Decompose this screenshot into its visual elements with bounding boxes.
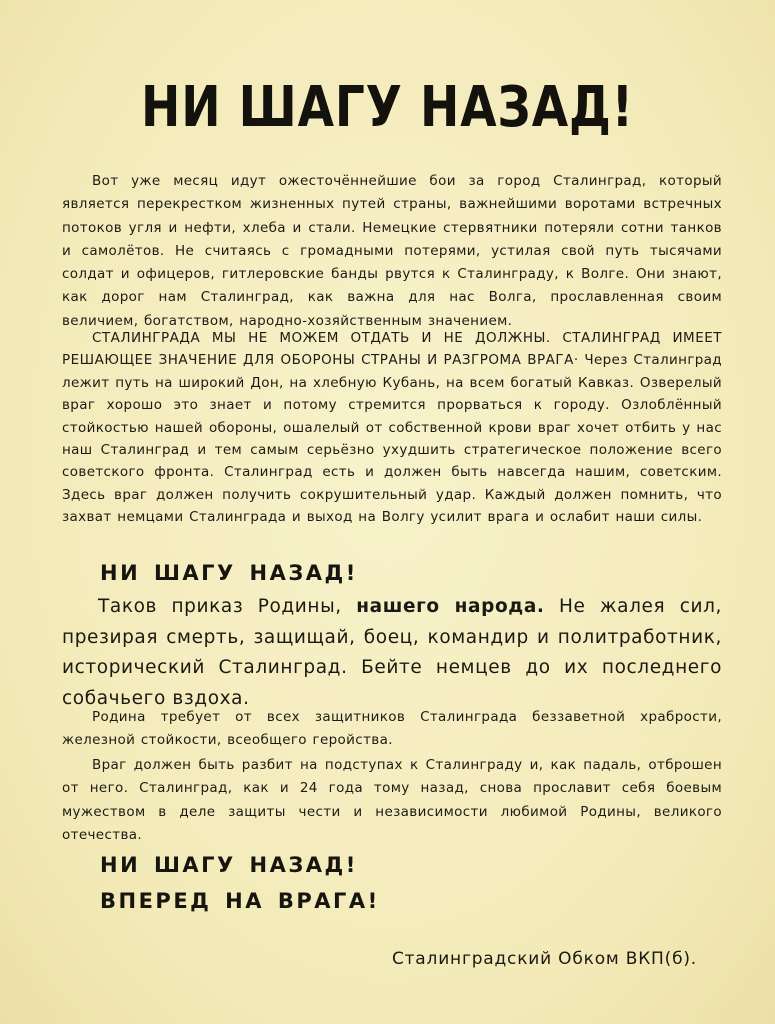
closing-slogan-1: НИ ШАГУ НАЗАД! [100, 853, 358, 877]
paragraph-2-caps: СТАЛИНГРАДА МЫ НЕ МОЖЕМ ОТДАТЬ И НЕ ДОЛЖНЫ. СТАЛИНГРАД ИМЕЕТ РЕШАЮЩЕЕ ЗНАЧЕНИЕ ДЛЯ ОБОРОНЫ СТРАНЫ И РАЗГРОМА ВРАГА· [62, 330, 722, 369]
page-title: НИ ШАГУ НАЗАД! [141, 75, 634, 140]
paragraph-2-text: Через Сталинград лежит путь на широкий Дон, на хлебную Кубань, на всем богатый Кавказ. Озверелый враг хорошо это знает и потому стремится прорваться к городу. Озлоблённый стойкостью нашей обороны, ошалелый от собственной крови враг хочет отбить у нас наш Сталинград и тем самым серьёзно ухудшить стратегическое положение всего советского фронта. Сталинград есть и должен быть навсегда нашим, советским. Здесь враг должен получить сокрушительный удар. Каждый должен помнить, что захват немцами Сталинграда и выход на Волгу усилит врага и ослабит наши силы. [62, 352, 722, 526]
paragraph-3-bold: нашего народа. [356, 596, 545, 617]
paragraph-1: Вот уже месяц идут ожесточённейшие бои за город Сталинград, который является перекрестком жизненных путей страны, важнейшими воротами встречных потоков угля и нефти, хлеба и стали. Немецкие стервятники потеряли сотни танков и самолётов. Не считаясь с громадными потерями, устилая свой путь тысячами солдат и офицеров, гитлеровские банды рвутся к Сталинграду, к Волге. Они знают, как дорог нам Сталинград, как важна для нас Волга, прославленная своим величием, богатством, народно-хозяйственным значением. [62, 173, 722, 329]
paragraph-2 [62, 327, 722, 529]
paragraph-3-start: Таков приказ Родины, [98, 596, 357, 617]
paragraph-3 [62, 592, 722, 714]
paragraph-4: Родина требует от всех защитников Сталинграда беззаветной храбрости, железной стойкости, всеобщего геройства. [62, 709, 722, 749]
paragraph-3-rest: Не жалея сил, презирая смерть, защищай, боец, командир и политработник, исторический Сталинград. Бейте немцев до их последнего собачьего вздоха. [62, 596, 722, 709]
paragraph-5: Враг должен быть разбит на подступах к Сталинграду и, как падаль, отброшен от него. Сталинград, как и 24 года тому назад, снова прославит себя боевым мужеством в деле защиты чести и независимости любимой Родины, великого отечества. [62, 757, 722, 843]
closing-slogan-2: ВПЕРЕД НА ВРАГА! [100, 889, 380, 913]
slogan-heading: НИ ШАГУ НАЗАД! [100, 561, 358, 585]
signature: Сталинградский Обком ВКП(б). [391, 949, 697, 969]
